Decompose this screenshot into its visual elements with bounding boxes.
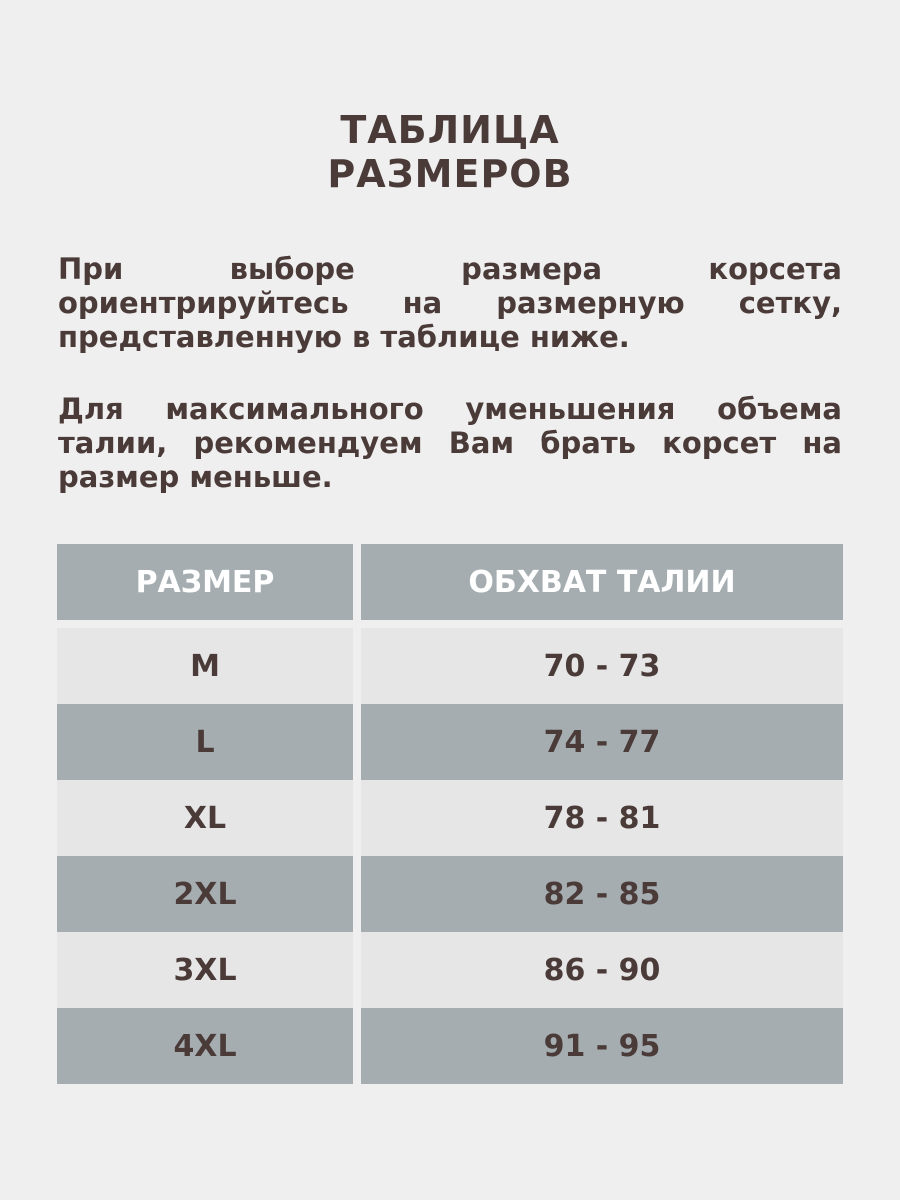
size-cell: XL — [57, 780, 353, 856]
title-line-1: ТАБЛИЦА — [340, 108, 560, 152]
size-table — [57, 544, 843, 1084]
table-row — [57, 1008, 843, 1084]
table-header-row — [57, 544, 843, 620]
size-cell: 4XL — [57, 1008, 353, 1084]
table-row — [57, 780, 843, 856]
table-row — [57, 932, 843, 1008]
table-row — [57, 856, 843, 932]
page-title — [0, 108, 900, 196]
size-cell: 3XL — [57, 932, 353, 1008]
waist-cell: 91 - 95 — [361, 1008, 843, 1084]
size-cell: M — [57, 628, 353, 704]
recommendation-paragraph: Для максимального уменьшения объема талии, рекомендуем Вам брать корсет на размер меньше. — [58, 392, 842, 494]
size-cell: 2XL — [57, 856, 353, 932]
waist-cell: 86 - 90 — [361, 932, 843, 1008]
table-row — [57, 704, 843, 780]
table-row — [57, 628, 843, 704]
waist-cell: 74 - 77 — [361, 704, 843, 780]
header-waist: ОБХВАТ ТАЛИИ — [361, 544, 843, 620]
header-size: РАЗМЕР — [57, 544, 353, 620]
waist-cell: 78 - 81 — [361, 780, 843, 856]
size-cell: L — [57, 704, 353, 780]
waist-cell: 82 - 85 — [361, 856, 843, 932]
intro-paragraph: При выборе размера корсета ориентрируйтесь на размерную сетку, представленную в таблице ниже. — [58, 252, 842, 354]
title-line-2: РАЗМЕРОВ — [327, 152, 573, 196]
waist-cell: 70 - 73 — [361, 628, 843, 704]
